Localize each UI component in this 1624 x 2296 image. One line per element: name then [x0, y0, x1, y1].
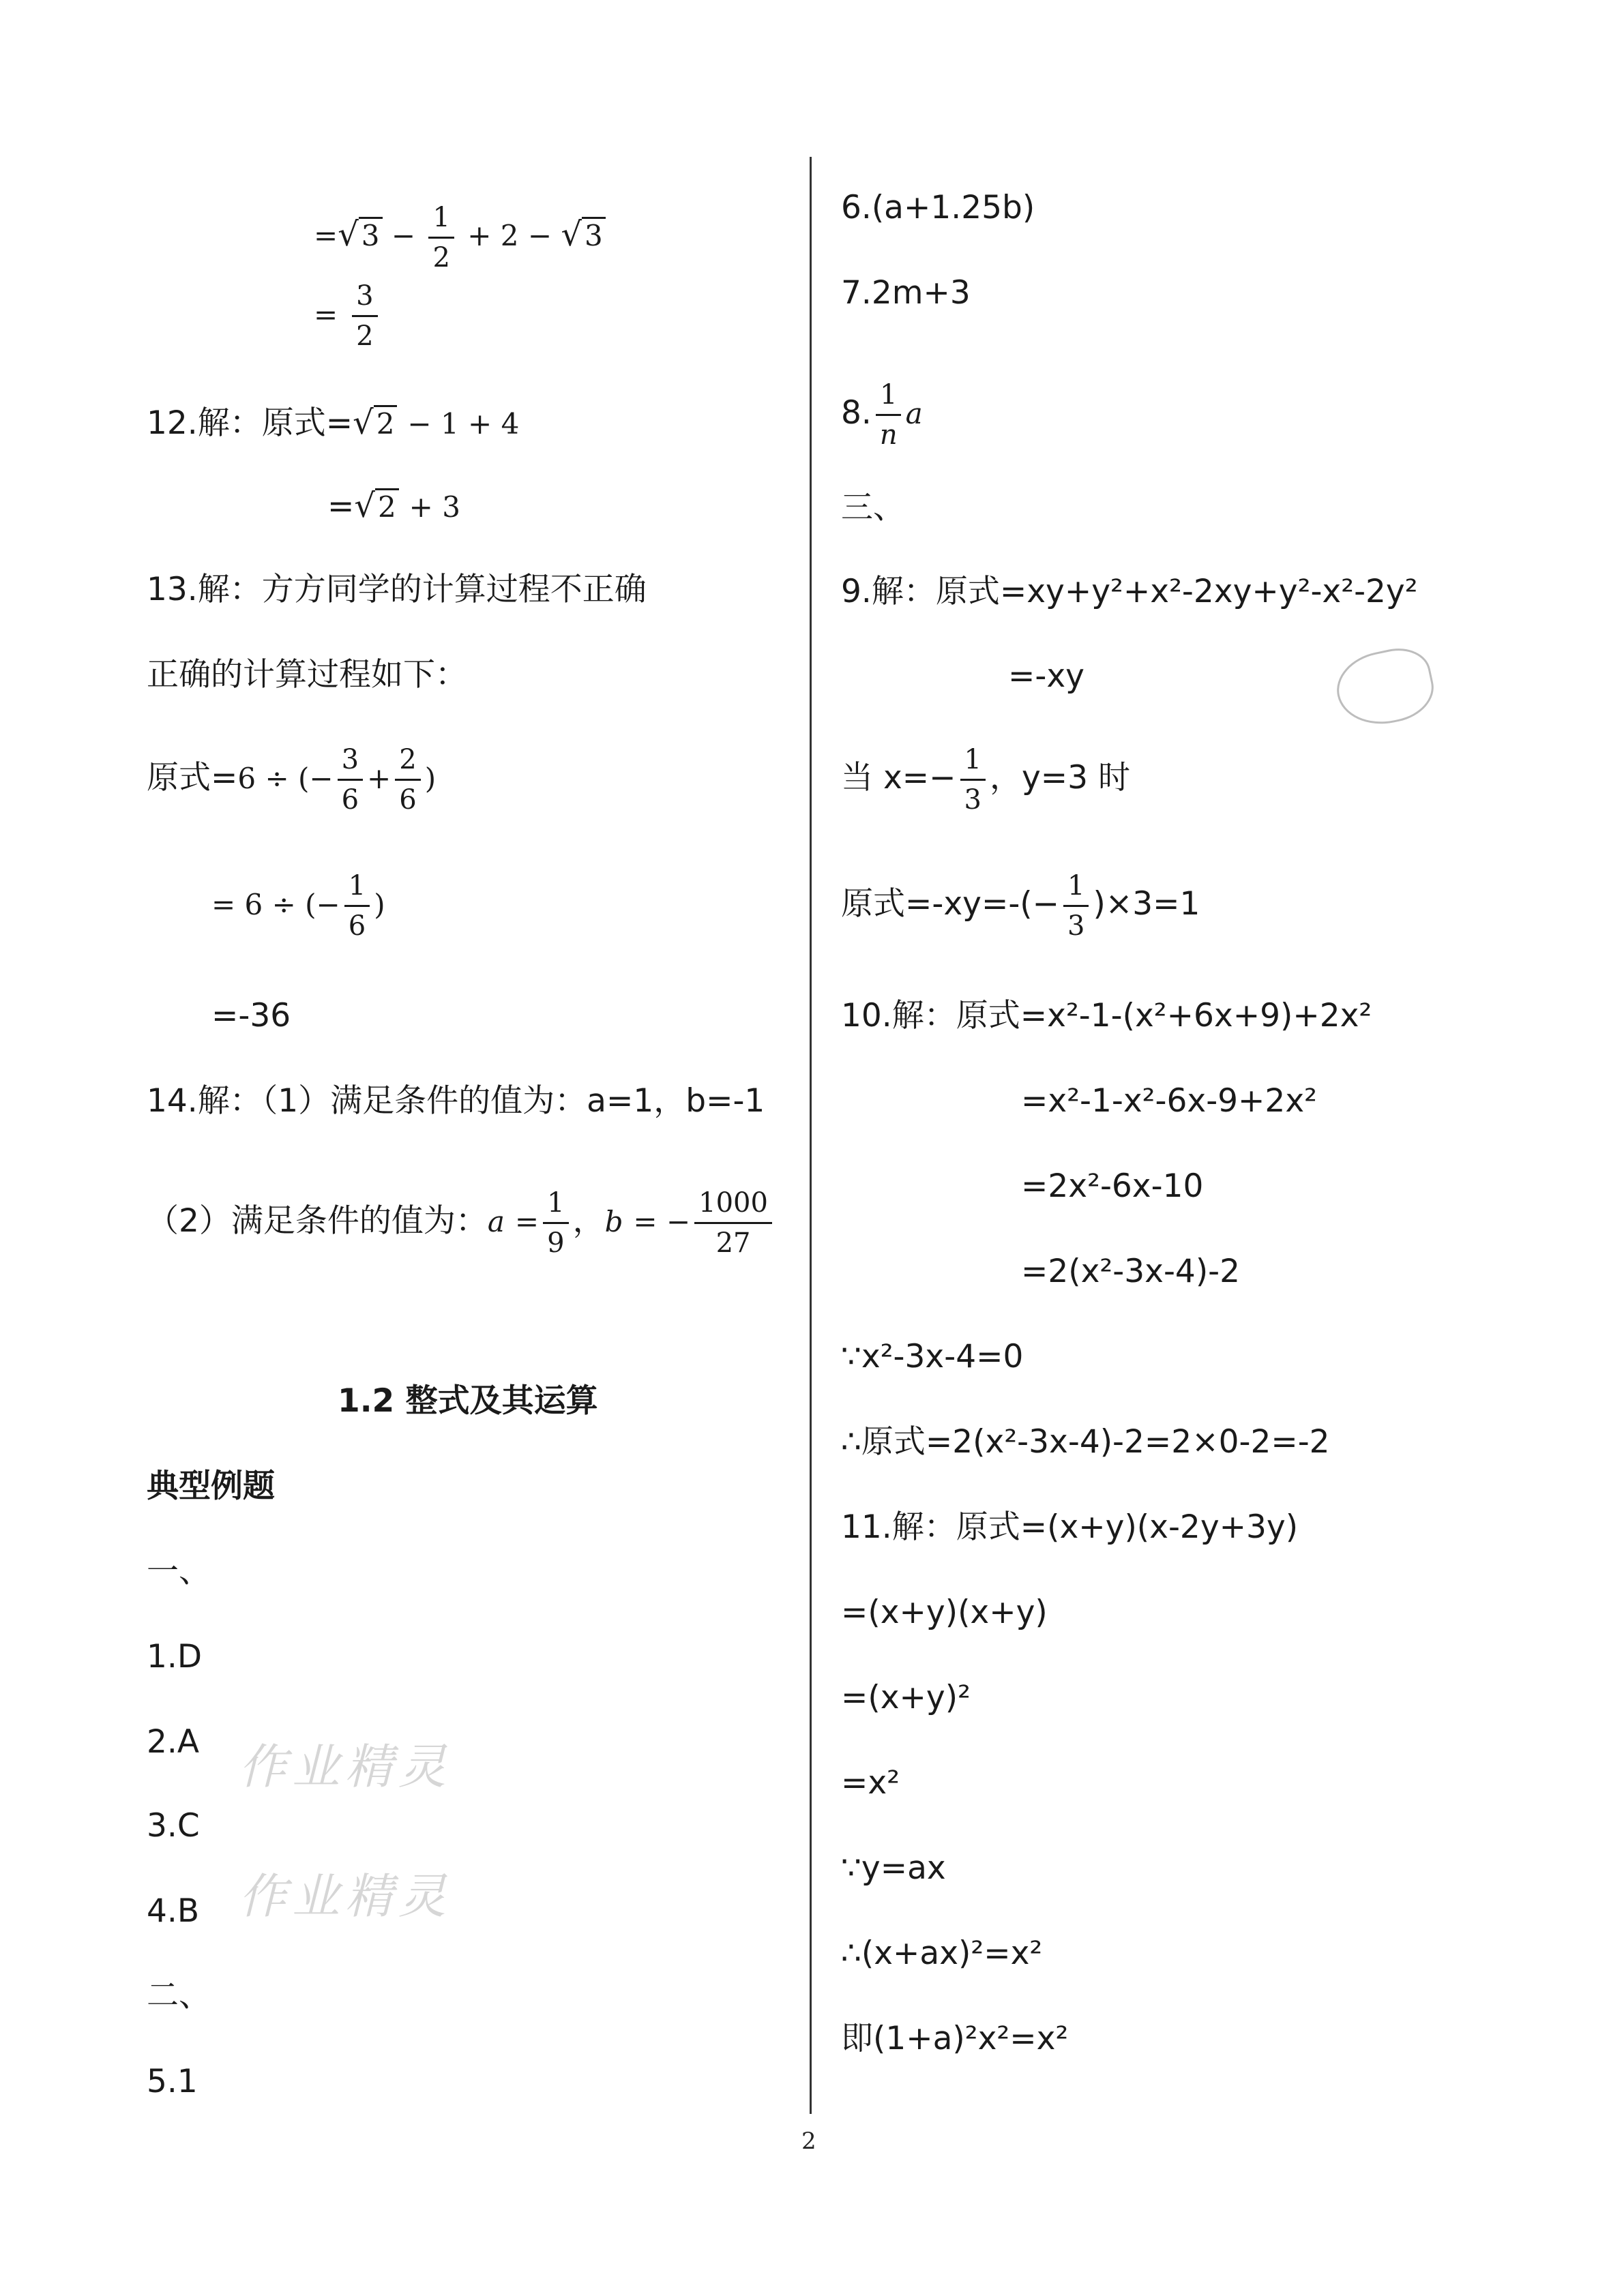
fraction [395, 743, 420, 816]
answer-8 [841, 378, 923, 451]
fraction [694, 1187, 772, 1259]
part-one: 一、 [147, 1553, 211, 1590]
equals: = [314, 298, 338, 331]
variable-a: a [905, 397, 923, 430]
q12-line [147, 402, 519, 445]
denominator: 6 [399, 784, 417, 816]
fraction [960, 743, 986, 816]
q10-line-4: =2(x²-3x-4)-2 [1021, 1253, 1241, 1290]
q9-line-1: 9.解：原式=xy+y²+x²-2xy+y²-x²-2y² [841, 573, 1418, 610]
q9-line-2: =-xy [1008, 657, 1084, 695]
denominator: 2 [356, 320, 374, 352]
denominator: 27 [715, 1227, 751, 1259]
expression: ，y=3 时 [989, 759, 1131, 796]
denominator: 6 [348, 910, 366, 942]
label: 12.解：原式= [147, 404, 353, 442]
q11-line-3: =(x+y)² [841, 1679, 971, 1716]
fraction [338, 743, 363, 816]
answer-7: 7.2m+3 [841, 274, 971, 312]
fraction [344, 869, 370, 942]
fraction [352, 280, 377, 353]
q11-line-4: =x² [841, 1764, 900, 1802]
q11-line-7: 即(1+a)²x²=x² [841, 2020, 1069, 2057]
q10-line-5: ∵x²-3x-4=0 [841, 1338, 1024, 1375]
plus: + [367, 762, 392, 795]
answer-2: 2.A [147, 1723, 199, 1761]
equals: = [314, 219, 338, 252]
q10-line-6: ∴原式=2(x²-3x-4)-2=2×0-2=-2 [841, 1423, 1330, 1461]
expression: 原式=-xy=-(− [841, 885, 1060, 923]
denominator: 2 [432, 242, 450, 273]
numerator: 1 [876, 378, 901, 416]
sqrt: √2 [353, 407, 397, 441]
stamp-logo-icon [1331, 642, 1440, 733]
numerator: 1 [543, 1187, 568, 1224]
fraction [876, 378, 902, 451]
sqrt: √3 [561, 219, 605, 252]
numerator: 3 [352, 280, 377, 317]
expression: = 6 ÷ (− [211, 888, 340, 921]
numerator: 2 [395, 743, 420, 781]
radicand: 2 [375, 488, 399, 524]
expression: 6 ÷ (− [237, 762, 334, 795]
numerator: 3 [338, 743, 363, 781]
q13-result: =-36 [211, 997, 291, 1034]
q12-line-2 [327, 486, 460, 528]
sqrt: √3 [338, 219, 382, 252]
radicand: 3 [359, 217, 383, 252]
denominator: n [879, 419, 898, 451]
equals-minus: = − [633, 1205, 691, 1238]
answer-4: 4.B [147, 1892, 200, 1930]
minus: − [391, 219, 416, 252]
q11-line-5: ∵y=ax [841, 1849, 946, 1887]
answer-5: 5.1 [147, 2063, 198, 2100]
denominator: 9 [547, 1227, 565, 1259]
answer-3: 3.C [147, 1807, 200, 1845]
page-number: 2 [801, 2128, 816, 2155]
radicand: 3 [582, 217, 606, 252]
expression: )×3=1 [1093, 885, 1200, 923]
label: 原式= [147, 759, 238, 796]
section-title: 1.2 整式及其运算 [338, 1382, 598, 1420]
q11-line-2: =(x+y)(x+y) [841, 1594, 1048, 1631]
numerator: 1 [344, 869, 370, 907]
q11-line-1: 11.解：原式=(x+y)(x-2y+3y) [841, 1508, 1299, 1546]
equals: = [514, 1205, 540, 1238]
denominator: 6 [341, 784, 359, 816]
q10-line-1: 10.解：原式=x²-1-(x²+6x+9)+2x² [841, 997, 1372, 1034]
numerator: 1000 [694, 1187, 772, 1224]
watermark: 作业精灵 [239, 1868, 452, 1924]
sqrt: √2 [354, 490, 398, 524]
variable-a: a [487, 1205, 505, 1238]
numerator: 1 [960, 743, 986, 781]
q11-line-6: ∴(x+ax)²=x² [841, 1935, 1043, 1972]
label: 8. [841, 394, 872, 432]
answer-1: 1.D [147, 1638, 203, 1675]
part-three: 三、 [841, 489, 905, 526]
fraction [428, 201, 454, 274]
q14-line-1: 14.解：（1）满足条件的值为：a=1，b=-1 [147, 1082, 765, 1120]
denominator: 3 [1067, 910, 1085, 942]
denominator: 3 [964, 784, 981, 816]
radicand: 2 [374, 405, 398, 441]
q13-line-4 [211, 869, 385, 942]
q13-line-1: 13.解：方方同学的计算过程不正确 [147, 571, 647, 608]
fraction [1063, 869, 1089, 942]
column-divider [810, 157, 812, 2114]
numerator: 1 [1063, 869, 1089, 907]
step-line-1 [314, 201, 606, 274]
expression: + 2 − [467, 219, 552, 252]
q10-line-2: =x²-1-x²-6x-9+2x² [1021, 1082, 1317, 1120]
answer-6: 6.(a+1.25b) [841, 189, 1035, 226]
close-paren: ) [424, 762, 437, 795]
q13-line-2: 正确的计算过程如下： [147, 656, 467, 694]
part-two: 二、 [147, 1977, 211, 2014]
numerator: 1 [428, 201, 454, 239]
q10-line-3: =2x²-6x-10 [1021, 1167, 1204, 1205]
expression: − 1 + 4 [407, 407, 520, 441]
expression: 当 x=− [841, 759, 956, 796]
variable-b: b [604, 1205, 623, 1238]
fraction [543, 1187, 568, 1259]
sub-title: 典型例题 [147, 1467, 275, 1505]
watermark: 作业精灵 [239, 1739, 452, 1795]
q9-line-4 [841, 869, 1200, 942]
separator: ， [572, 1202, 605, 1240]
label: （2）满足条件的值为： [147, 1202, 488, 1240]
equals: = [327, 488, 355, 525]
expression: + 3 [409, 490, 460, 524]
q13-line-3 [147, 743, 436, 816]
q9-line-3 [841, 743, 1130, 816]
step-line-2 [314, 280, 382, 353]
q14-line-2 [147, 1187, 776, 1259]
close-paren: ) [374, 888, 385, 921]
